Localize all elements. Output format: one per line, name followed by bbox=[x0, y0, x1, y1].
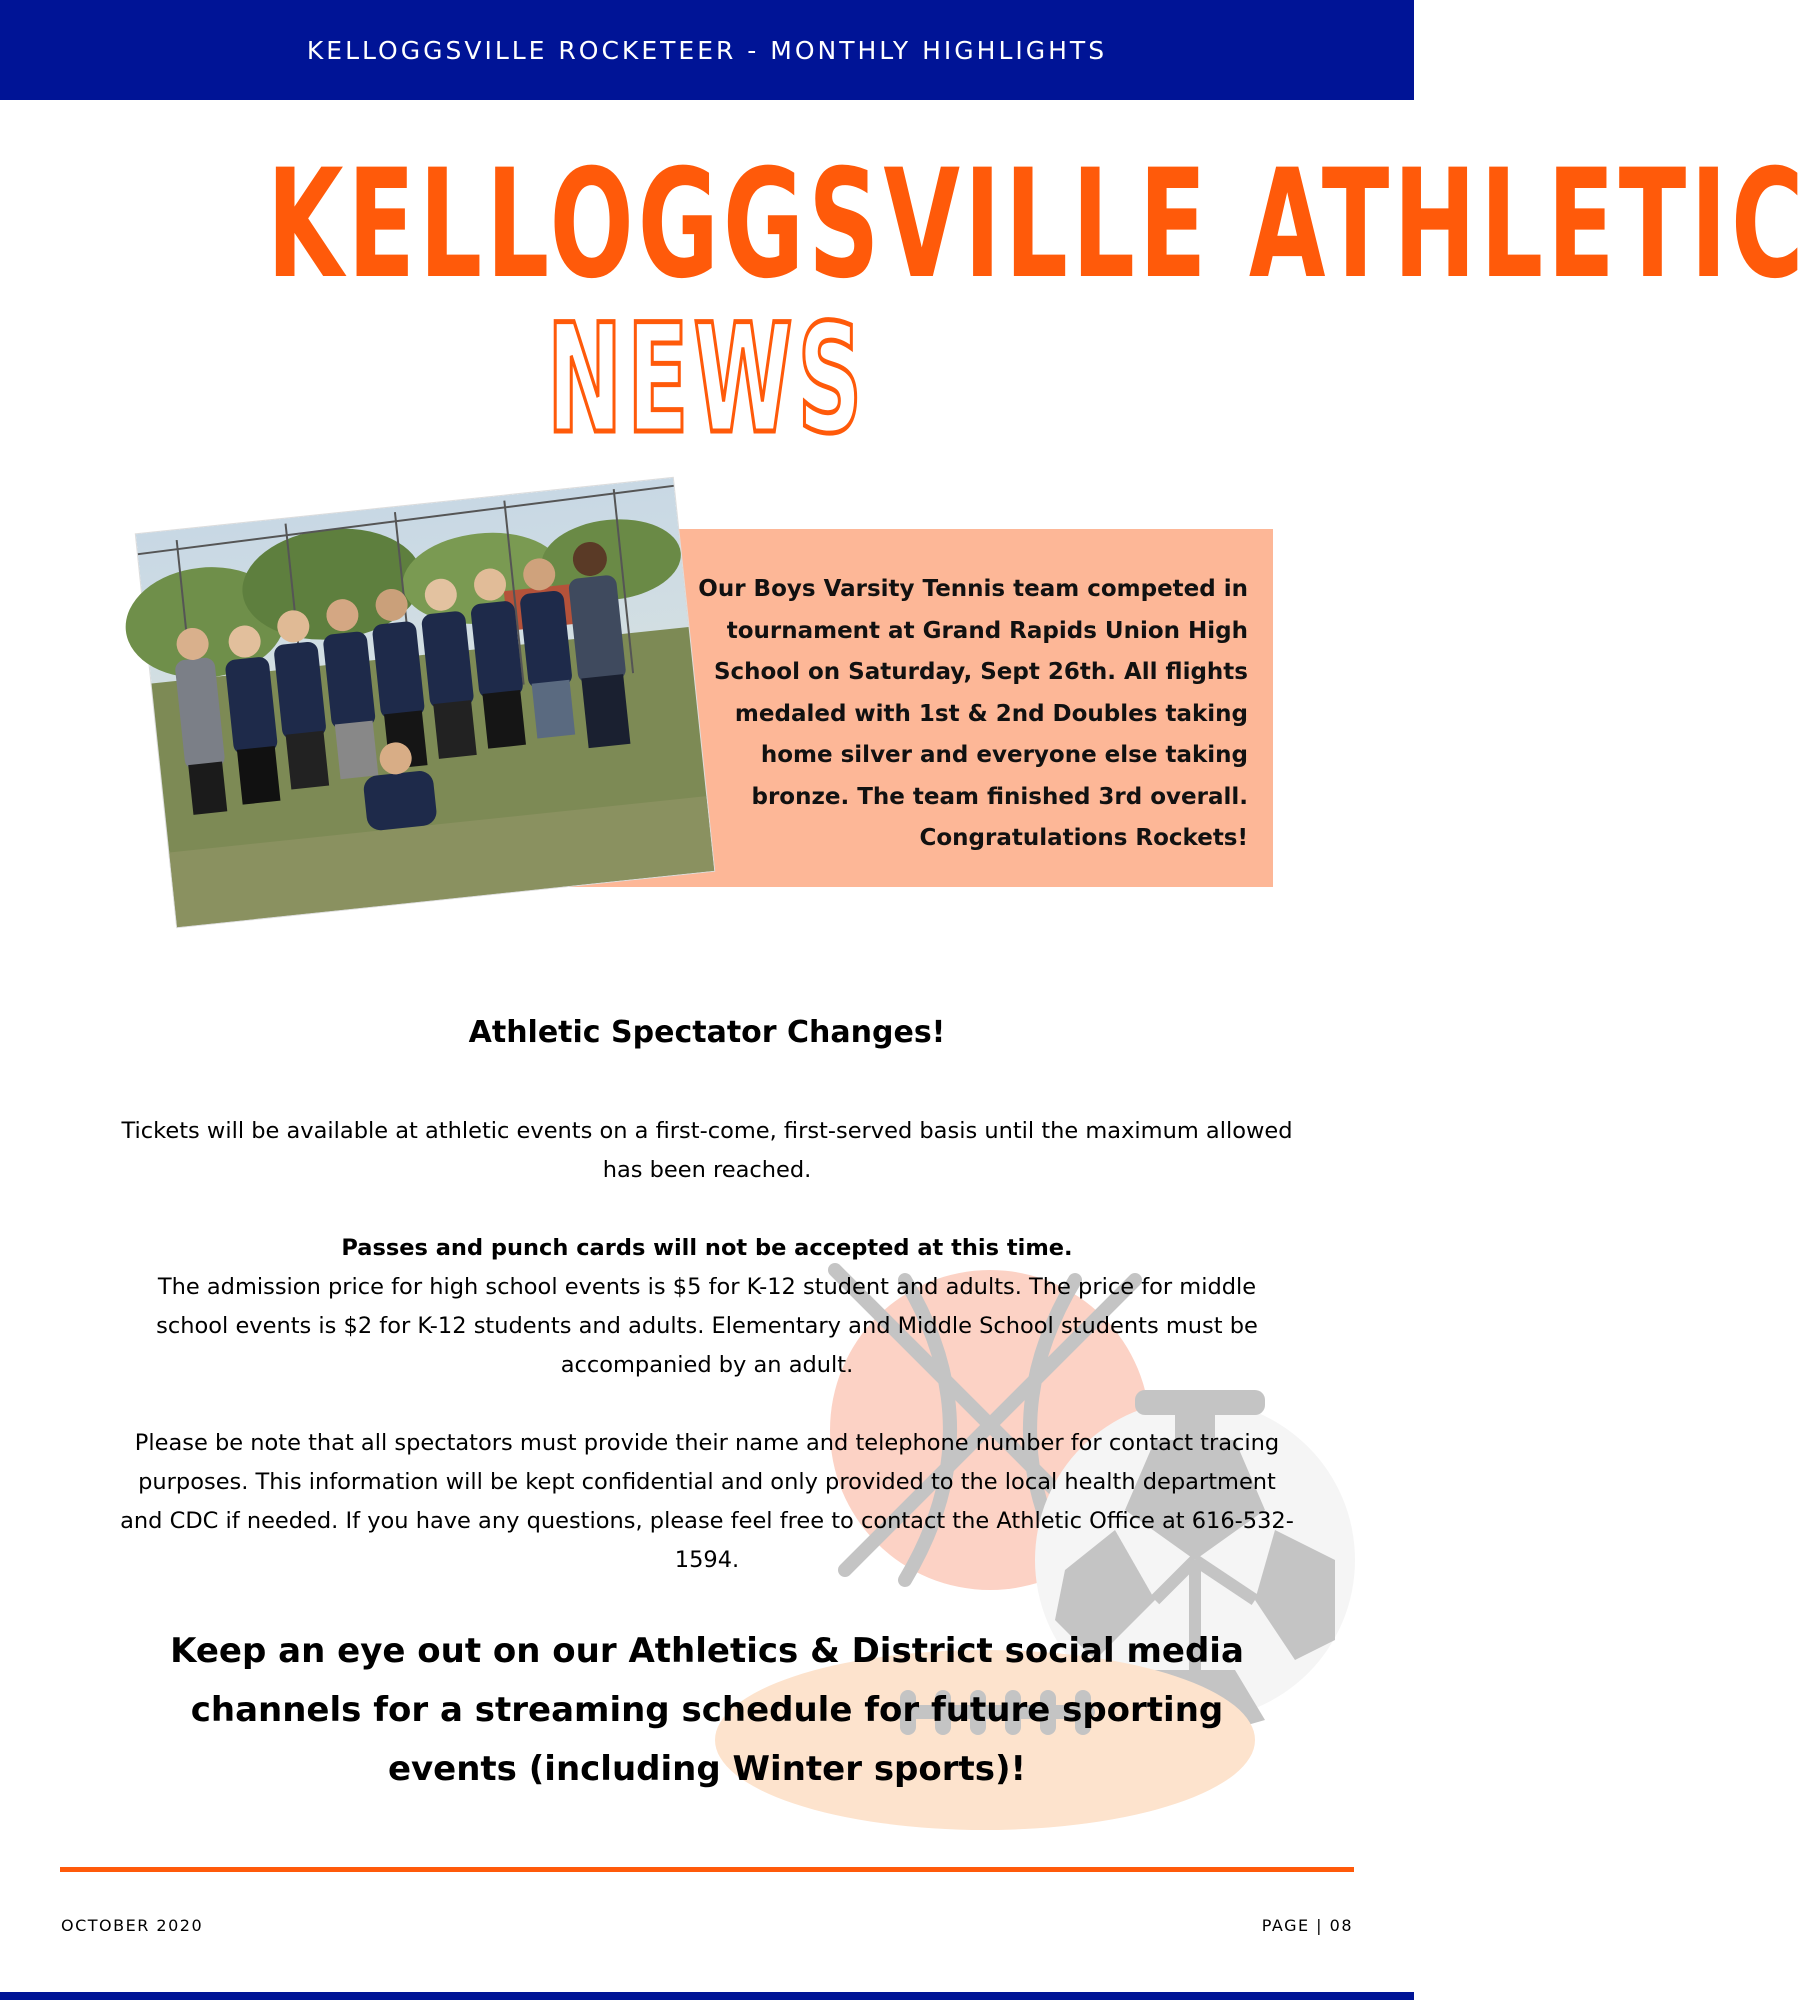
header-banner bbox=[0, 0, 1414, 100]
admission-paragraph: The admission price for high school events is $5 for K-12 student and adults. The price for middle school events is $2 for K-12 students and adults. Elementary and Middle School students must be accompanied by an adult. bbox=[156, 1274, 1258, 1378]
passes-notice: Passes and punch cards will not be accepted at this time. bbox=[341, 1235, 1073, 1261]
spectator-changes-body bbox=[120, 1112, 1294, 1580]
streaming-callout: Keep an eye out on our Athletics & District social media channels for a streaming schedule for future sporting events (including Winter sports)! bbox=[170, 1631, 1244, 1789]
banner-title: KELLOGGSVILLE ROCKETEER - MONTHLY HIGHLIGHTS bbox=[306, 35, 1108, 65]
page-number: PAGE | 08 bbox=[1261, 1916, 1353, 1935]
bottom-bar bbox=[0, 1992, 1414, 2000]
feature-caption: Our Boys Varsity Tennis team competed in tournament at Grand Rapids Union High School on Saturday, Sept 26th. All flights medaled with 1st & 2nd Doubles taking home silver and everyone else taking bronze. The team finished 3rd overall. Congratulations Rockets! bbox=[698, 576, 1248, 851]
contact-tracing-paragraph: Please be note that all spectators must provide their name and telephone number for contact tracing purposes. This information will be kept confidential and only provided to the local health department and CDC if needed. If you have any questions, please feel free to contact the Athletic Office at 616-532-1594. bbox=[120, 1430, 1294, 1573]
page-title: KELLOGGSVILLE ATHLETIC bbox=[266, 138, 1808, 312]
section-heading: Athletic Spectator Changes! bbox=[468, 1015, 946, 1050]
page-subtitle: NEWS bbox=[546, 293, 868, 467]
footer-divider bbox=[60, 1867, 1354, 1872]
tickets-paragraph: Tickets will be available at athletic events on a first-come, first-served basis until the maximum allowed has been reached. bbox=[121, 1118, 1293, 1183]
team-photo bbox=[136, 478, 714, 927]
footer-date: OCTOBER 2020 bbox=[61, 1916, 204, 1935]
team-photo-illustration bbox=[136, 478, 714, 927]
